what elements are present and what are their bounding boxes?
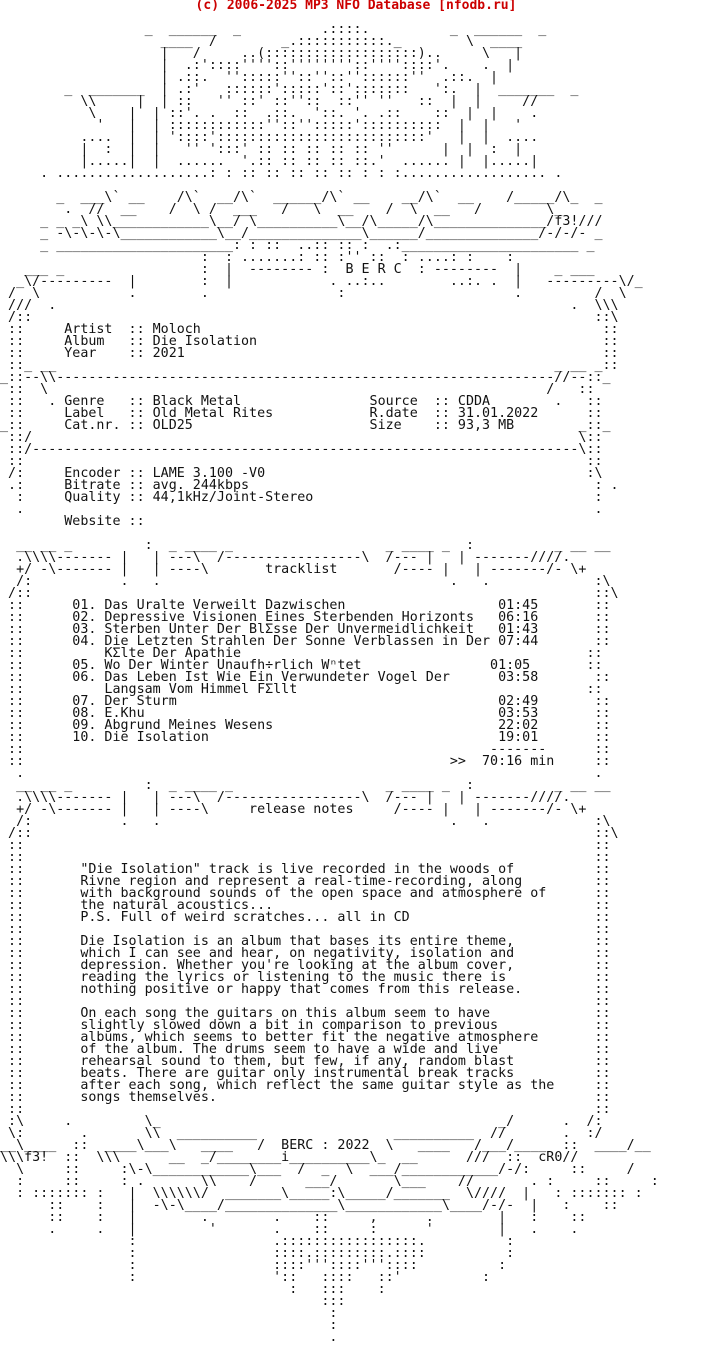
nfo-line: . . | ' . :: : ' | . . [0, 1222, 579, 1237]
nfo-line: :: 06. Das Leben Ist Wie Ein Verwundeter Vogel Der 03:58 :: [0, 670, 611, 685]
nfo-line: | : | | '' ':::' :: :: :: :: :: '' | | : | [0, 142, 523, 157]
nfo-line: :: Artist :: Moloch :: [0, 322, 619, 337]
nfo-line: :: "Die Isolation" track is live recorded in the woods of :: [0, 862, 611, 877]
nfo-line: : :: : . \\ / ___/ \___ // . : :: : [0, 1174, 659, 1189]
nfo-line: :: :: [0, 1102, 611, 1117]
nfo-line: ::_ __ _ __ _:: [0, 358, 619, 373]
nfo-line: :: :: [0, 838, 611, 853]
nfo-line: __\____ :: ____\___\ ____ / BERC : 2022 \ ____ /___/____ :: ____/__ [0, 1138, 651, 1153]
nfo-line: :: depression. Whether you're looking at the album cover, :: [0, 958, 611, 973]
nfo-line: | .::. '':::::''::''::''::::::'' .::. | [0, 70, 499, 85]
nfo-line: .\\\\------- | | ---\ /-----------------\ /--- | | -------////. [0, 550, 571, 565]
nfo-line: :: :: [0, 454, 603, 469]
nfo-line: : ::::'''::::''':::: : [0, 1258, 507, 1273]
nfo-line: :: Rivne region and represent a real-time-recording, along :: [0, 874, 611, 889]
nfo-line: _ ______________________: : :: ..:: :: : .:______________________ _ [0, 238, 595, 253]
nfo-line: / \ . . : . / \ [0, 286, 627, 301]
nfo-line: :: On each song the guitars on this album seem to have :: [0, 1006, 611, 1021]
nfo-line: |.....| | ...... '.:: :: :: :: ::.' ...... | |.....| [0, 154, 539, 169]
nfo-line: _ -\-\-\-\____________\__/______________\______/______________/-/-/- _ [0, 226, 603, 241]
nfo-line: :: beats. There are guitar only instrumental break tracks :: [0, 1066, 611, 1081]
nfo-line: _::--\\--------------------------------------------------------------//--::_ [0, 370, 611, 385]
nfo-line: +/ -\------- | | ----\ release notes /---- | | -------/- \+ [0, 802, 587, 817]
nfo-line: :: 09. Abgrund Meines Wesens 22:02 :: [0, 718, 611, 733]
nfo-line: _ _ _\ \\____________\__/ \__________\__/\_____/\______________/f3!/// [0, 214, 603, 229]
nfo-line: \ | | ::'. . :: .::. '::. '. .:: :: | | . [0, 106, 539, 121]
nfo-line: :: 07. Der Sturm 02:49 :: [0, 694, 611, 709]
nfo-line: :: :: [0, 850, 611, 865]
nfo-line: :: slightly slowed down a bit in comparison to previous :: [0, 1018, 611, 1033]
nfo-line: /:: ::\ [0, 310, 619, 325]
nfo-line: :: the natural acoustics... :: [0, 898, 611, 913]
nfo-line: :: albums, which seems to better fit the negative atmosphere :: [0, 1030, 611, 1045]
nfo-line: _:: Cat.nr. :: OLD25 Size :: 93,3 MB _::_ [0, 418, 611, 433]
nfo-line: ___ _ : | -------- : B E R C : -------- | _ ___ [0, 262, 595, 277]
nfo-line: :: nothing positive or happy that comes from this release. :: [0, 982, 611, 997]
nfo-line: ::/ \:: [0, 430, 603, 445]
nfo-line: :: : | -\-\____/______________\____________\____/-/- | : :: [0, 1198, 619, 1213]
nfo-line: /// . . \\\ [0, 298, 619, 313]
nfo-line: \\\f3! :: \\\ __ _/________i__________\_ __ /// :: cR0// [0, 1150, 579, 1165]
nfo-line: . [0, 1330, 338, 1345]
nfo-line: :: 03. Sterben Unter Der BlΣsse Der Unvermeidlichkeit 01:43 :: [0, 622, 611, 637]
nfo-line: :: >> 70:16 min :: [0, 754, 611, 769]
nfo-line: :: rehearsal sound to them, but few, if any, random blast :: [0, 1054, 611, 1069]
nfo-line: .: Bitrate :: avg. 244kbps : . [0, 478, 619, 493]
nfo-line: :: Album :: Die Isolation :: [0, 334, 619, 349]
nfo-line: :: with background sounds of the open space and atmosphere of :: [0, 886, 611, 901]
nfo-line: _\/--------- | : | . ..:.. ..:. . | ---------\/_ [0, 274, 643, 289]
nfo-line: :: ------- :: [0, 742, 611, 757]
nfo-line: ::/--------------------------------------------------------------------\:: [0, 442, 603, 457]
nfo-line: :: 10. Die Isolation 19:01 :: [0, 730, 611, 745]
nfo-line: : ::::.:::::::::.:::: : [0, 1246, 515, 1261]
nfo-line: | .:'::::''''::''''''''::''''::::'. . | [0, 58, 515, 73]
nfo-line: :: : | . . :: , . | : :: [0, 1210, 587, 1225]
nfo-line: :: :: [0, 994, 611, 1009]
nfo-line: :: which I can see and hear, on negativity, isolation and :: [0, 946, 611, 961]
nfo-line: __ __ _ : _ ____ _ _ ____ _ : _ __ __ [0, 538, 611, 553]
nfo-line: . // __ / \ / ___ / \ __ / \ __ / \_ [0, 202, 563, 217]
nfo-line: .... | | '::::'::::::::::::::::::::::::::' | | .... [0, 130, 539, 145]
nfo-line: : .:::::::::::::::::. : [0, 1234, 515, 1249]
nfo-line: | / ..(:::::::::::::::::::).. \ | [0, 46, 523, 61]
copyright-banner: (c) 2006-2025 MP3 NFO Database [nfodb.ru] [195, 0, 517, 13]
nfo-line: :: \ / :: [0, 382, 595, 397]
nfo-line: . . [0, 766, 603, 781]
nfo-line: Website :: [0, 514, 145, 529]
nfo-line: :: 05. Wo Der Winter Unaufh÷rlich Wⁿtet 01:05 :: [0, 658, 603, 673]
nfo-line: /: . . . . :\ [0, 814, 611, 829]
nfo-line: /: . . . . :\ [0, 574, 611, 589]
nfo-line: /: Encoder :: LAME 3.100 -V0 :\ [0, 466, 603, 481]
nfo-line: \ :: :\-\____________\___ / _ \ ___/____________/-/: :: / [0, 1162, 635, 1177]
nfo-line: :: 02. Depressive Visionen Eines Sterbenden Horizonts 06:16 :: [0, 610, 611, 625]
nfo-line: /:: ::\ [0, 826, 619, 841]
nfo-line: \: . \\ __________ __________ // . :/ [0, 1126, 603, 1141]
nfo-line: ____ / _.:::::::::::._ \ ____ [0, 34, 523, 49]
nfo-line: : Quality :: 44,1kHz/Joint-Stereo : [0, 490, 603, 505]
nfo-line: :: Label :: Old Metal Rites R.date :: 31.01.2022 :: [0, 406, 603, 421]
nfo-line: :: after each song, which reflect the same guitar style as the :: [0, 1078, 611, 1093]
nfo-line: : [0, 1318, 338, 1333]
nfo-line: :\ . \_ _/ . /: [0, 1114, 603, 1129]
nfo-line: :: KΣlte Der Apathie :: [0, 646, 603, 661]
nfo-line: :: 04. Die Letzten Strahlen Der Sonne Verblassen in Der 07:44 :: [0, 634, 611, 649]
nfo-line: :: 01. Das Uralte Verweilt Dazwischen 01:45 :: [0, 598, 611, 613]
nfo-line: :: 08. E.Khu 03:53 :: [0, 706, 611, 721]
nfo-line: \\ | | :: '' ::' ::'':: ::'' '' :: | | // [0, 94, 539, 109]
nfo-line: :: :: [0, 922, 611, 937]
nfo-line: _ ___\` __ /\` __/\` ______/\` __ __/\` __ /_____/\_ _ [0, 190, 603, 205]
nfo-line: : ::: : [0, 1282, 386, 1297]
nfo-line: .\\\\------- | | ---\ /-----------------\ /--- | | -------////. [0, 790, 571, 805]
nfo-line: :: Langsam Vom Himmel FΣllt :: [0, 682, 603, 697]
nfo-line: :: of the album. The drums seem to have a wide and live :: [0, 1042, 611, 1057]
nfo-line: /:: ::\ [0, 586, 619, 601]
nfo-line: ::: [0, 1294, 346, 1309]
nfo-line: :: . Genre :: Black Metal Source :: CDDA . :: [0, 394, 603, 409]
nfo-line: : ::::::: : | \\\\\\/ _______\_____:\_____/_______ \//// | : ::::::: : [0, 1186, 643, 1201]
nfo-line: : [0, 1306, 338, 1321]
nfo-line: . ...................: : :: :: :: :: :: : : :.................. . [0, 166, 563, 181]
nfo-line: . . [0, 502, 603, 517]
nfo-line: ' | | ::::::::::::''::'':::::':::::::::: | | ' [0, 118, 523, 133]
nfo-line: __ __ _ : _ ____ _ _ ____ _ : _ __ __ [0, 778, 611, 793]
nfo-line: _ ______ _ .::::. _ ______ _ [0, 22, 547, 37]
nfo-line: _ _______ | .:' ::::::':::::'::'::::::: ':. | _______ _ [0, 82, 579, 97]
nfo-line: :: reading the lyrics or listening to the music there is :: [0, 970, 611, 985]
nfo-line: :: P.S. Full of weird scratches... all in CD :: [0, 910, 611, 925]
nfo-line: : : .......: :: :'' :: : ....: : : [0, 250, 515, 265]
nfo-line: :: Die Isolation is an album that bases its entire theme, :: [0, 934, 611, 949]
nfo-line: : ':: :::: ::' : [0, 1270, 491, 1285]
nfo-line: :: Year :: 2021 :: [0, 346, 619, 361]
nfo-line: :: songs themselves. :: [0, 1090, 611, 1105]
nfo-line: +/ -\------- | | ----\ tracklist /---- | | -------/- \+ [0, 562, 587, 577]
